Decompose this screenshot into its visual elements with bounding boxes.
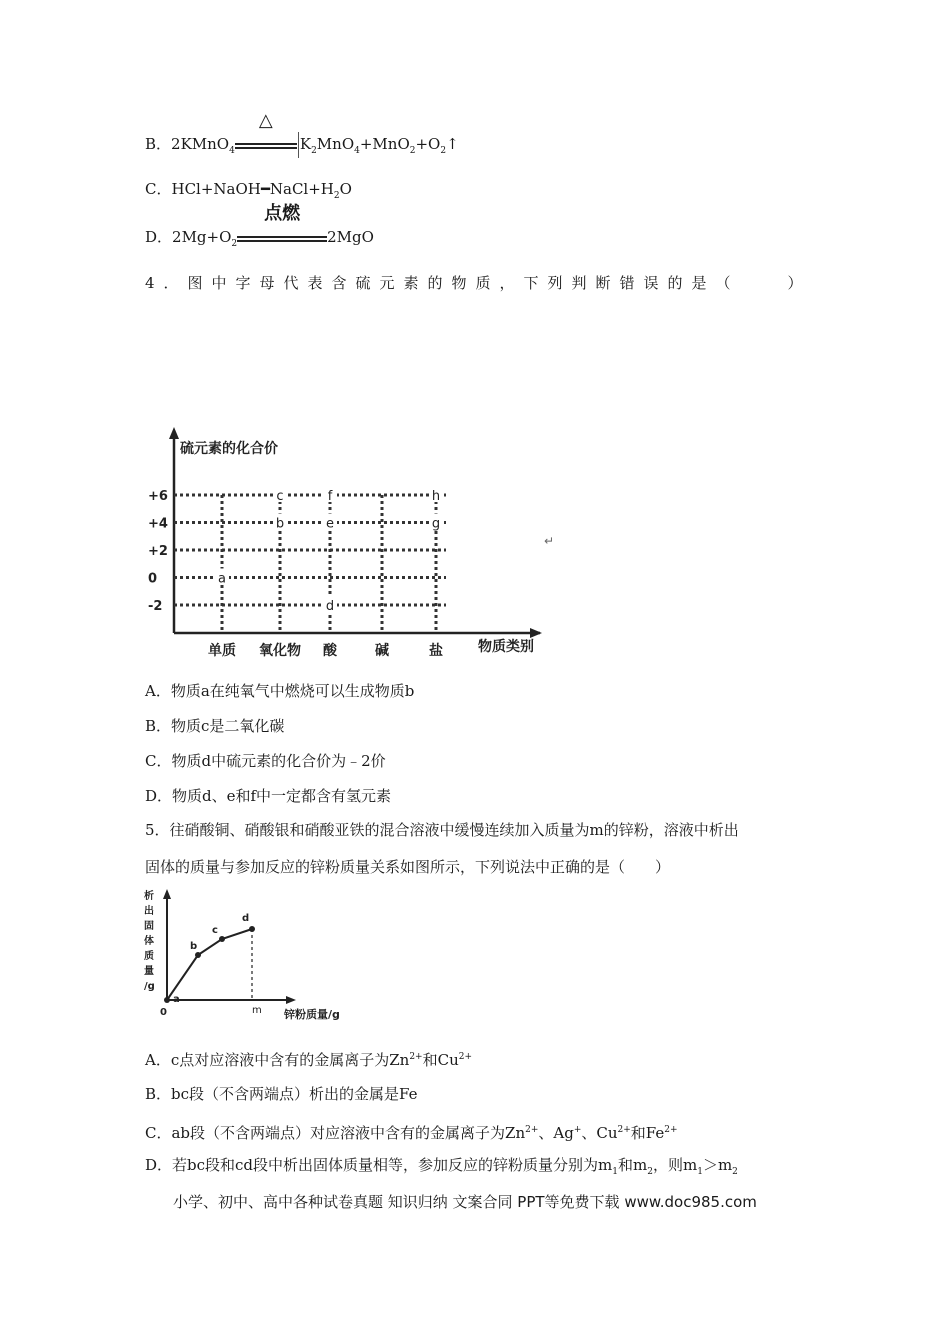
eq-part: +O: [415, 135, 441, 153]
y-tick-label: +2: [148, 544, 168, 559]
y-axis-label-char: 体: [144, 936, 154, 947]
x-axis-arrow: [530, 628, 542, 638]
eq-left: 2KMnO: [171, 135, 230, 153]
x-axis-label: 物质类别: [478, 639, 534, 655]
x-axis-label: 锌粉质量/g: [284, 1008, 340, 1021]
point-d: d: [325, 599, 335, 614]
opt-text: 、Ag: [538, 1124, 574, 1142]
q5-option-b: B．bc段（不含两端点）析出的金属是Fe: [145, 1085, 418, 1103]
q3-option-b: [145, 110, 459, 161]
q3-option-c: [145, 179, 352, 206]
sub: 1: [612, 1167, 618, 1177]
x-category-label: 碱: [375, 643, 389, 659]
gas-arrow-icon: ↑: [446, 135, 459, 153]
y-tick-label: +4: [148, 516, 168, 532]
q4-option-d: D．物质d、e和f中一定都含有氢元素: [145, 787, 392, 805]
point-dot-c: [219, 936, 225, 942]
eq-right: NaCl+H: [269, 180, 334, 198]
y-axis-arrow: [163, 889, 171, 899]
opt-text: 和Fe: [630, 1124, 665, 1142]
origin-label: 0: [160, 1007, 167, 1018]
y-tick-label: 0: [148, 571, 158, 587]
x-category-label: 盐: [429, 643, 443, 659]
y-axis-label-char: /g: [144, 981, 155, 992]
sub: 2: [647, 1167, 653, 1177]
eq-part: O: [339, 180, 352, 198]
q4-option-a: A．物质a在纯氧气中燃烧可以生成物质b: [145, 682, 415, 700]
sup: +: [573, 1125, 582, 1135]
q4-option-b: B．物质c是二氧化碳: [145, 717, 285, 735]
option-label: D．: [145, 228, 173, 246]
point-a: a: [218, 571, 226, 587]
chart5-marks: [144, 889, 340, 1021]
opt-text: 和m: [618, 1156, 648, 1174]
y-axis-label-char: 析: [144, 891, 154, 902]
eq-right: K: [299, 135, 312, 153]
y-tick-label: +6: [148, 489, 168, 504]
sup: 2+: [409, 1052, 423, 1062]
sub: 1: [697, 1167, 703, 1177]
eq-part: +MnO: [359, 135, 410, 153]
page-footer: 小学、初中、高中各种试卷真题 知识归纳 文案合同 PPT等免费下载 www.doc985.com: [173, 1193, 757, 1211]
opt-text: 、Cu: [581, 1124, 618, 1142]
y-tick-label: -2: [148, 599, 163, 614]
x-category-label: 氧化物: [259, 643, 301, 659]
reaction-condition: [235, 110, 297, 155]
sulfur-valence-chart: [140, 425, 570, 665]
point-dot-a: [164, 997, 170, 1003]
point-dot-d: [249, 926, 255, 932]
q3-option-d: [145, 203, 374, 254]
y-axis-label: 硫元素的化合价: [180, 441, 278, 457]
eq-right: 2MgO: [327, 228, 374, 246]
opt-text: D．若bc段和cd段中析出固体质量相等，参加反应的锌粉质量分别为m: [145, 1156, 613, 1174]
reaction-condition: [237, 203, 327, 248]
condition-ignite: 点燃: [264, 203, 301, 224]
eq-left: 2Mg+O: [172, 228, 232, 246]
point-label-a: a: [173, 994, 180, 1005]
opt-text: A．c点对应溶液中含有的金属离子为Zn: [145, 1051, 410, 1069]
sub: 4: [354, 146, 360, 156]
point-c: c: [276, 489, 284, 504]
q5-stem-line1: 5．往硝酸铜、硝酸银和硝酸亚铁的混合溶液中缓慢连续加入质量为m的锌粉，溶液中析出: [145, 821, 739, 839]
sup: 2+: [664, 1125, 678, 1135]
eq-sep: ━: [260, 180, 270, 198]
sub: 2: [231, 239, 238, 249]
eq-left: HCl+NaOH: [171, 180, 261, 198]
sub: 2: [440, 146, 447, 156]
point-h: h: [431, 489, 441, 504]
point-g: g: [431, 516, 441, 532]
q5-stem-line2: 固体的质量与参加反应的锌粉质量关系如图所示，下列说法中正确的是（ ）: [145, 858, 671, 876]
curve: [167, 929, 252, 1000]
sub: 2: [732, 1167, 738, 1177]
point-f: f: [327, 489, 333, 504]
point-label-c: c: [212, 925, 218, 936]
sub: 2: [333, 191, 340, 201]
chart-marks: [148, 427, 554, 659]
sup: 2+: [617, 1125, 631, 1135]
y-axis-arrow: [169, 427, 179, 439]
q5-option-c: [145, 1120, 678, 1143]
y-axis-label-char: 质: [144, 951, 154, 962]
point-e: e: [326, 516, 334, 532]
q5-option-a: [145, 1047, 472, 1070]
m-label: m: [252, 1005, 262, 1016]
return-mark: ↵: [544, 534, 555, 548]
sup: 2+: [458, 1052, 473, 1062]
q4-option-c: C．物质d中硫元素的化合价为﹣2价: [145, 752, 386, 770]
point-label-d: d: [242, 913, 250, 924]
point-b: b: [275, 516, 285, 532]
x-axis-arrow: [286, 996, 296, 1004]
condition-heat-icon: △: [258, 110, 273, 131]
point-dot-b: [195, 952, 201, 958]
eq-part: MnO: [316, 135, 355, 153]
x-category-label: 单质: [208, 643, 236, 659]
sub: 2: [409, 146, 416, 156]
opt-text: C．ab段（不含两端点）对应溶液中含有的金属离子为Zn: [145, 1124, 526, 1142]
q5-option-d: [145, 1155, 738, 1182]
x-category-label: 酸: [323, 643, 337, 659]
opt-text: ＞m: [702, 1156, 733, 1174]
opt-text: 和Cu: [422, 1051, 459, 1069]
q4-stem: 4．图中字母代表含硫元素的物质，下列判断错误的是（ ）: [145, 274, 812, 292]
option-label: B．: [145, 135, 172, 153]
option-label: C．: [145, 180, 172, 198]
sub: 4: [229, 146, 235, 156]
y-axis-label-char: 量: [144, 966, 154, 977]
sub: 2: [311, 146, 317, 156]
sup: 2+: [525, 1125, 539, 1135]
y-axis-label-char: 出: [144, 906, 154, 917]
opt-text: ，则m: [652, 1156, 698, 1174]
y-axis-label-char: 固: [144, 921, 154, 932]
zinc-mass-chart: [140, 885, 380, 1030]
point-label-b: b: [190, 941, 198, 952]
